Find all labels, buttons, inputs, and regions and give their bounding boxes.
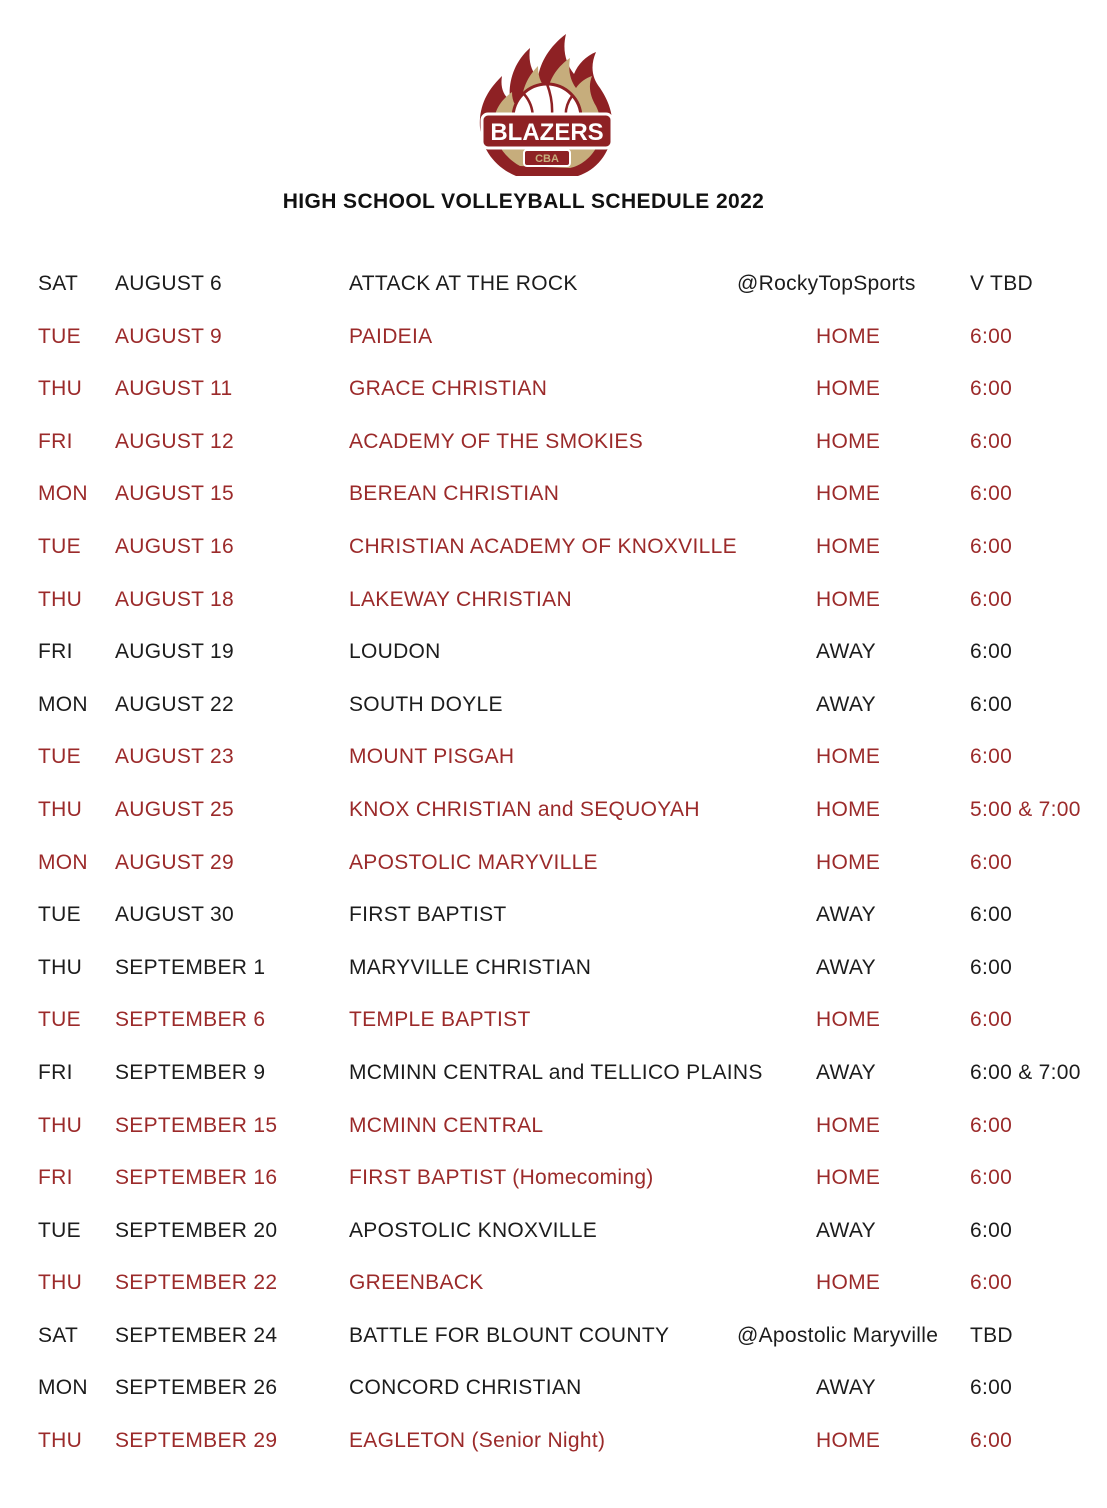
game-location: HOME — [816, 745, 881, 769]
game-opponent: ACADEMY OF THE SMOKIES — [349, 429, 644, 453]
game-date: AUGUST 19 — [115, 640, 235, 664]
game-day: FRI — [38, 429, 73, 453]
game-opponent: FIRST BAPTIST (Homecoming) — [349, 1166, 654, 1190]
game-day: TUE — [38, 534, 81, 558]
game-date: AUGUST 23 — [115, 745, 235, 769]
schedule-row — [0, 626, 1107, 679]
game-day: SAT — [38, 1323, 79, 1347]
game-day: TUE — [38, 1008, 81, 1032]
game-opponent: GRACE CHRISTIAN — [349, 377, 548, 401]
game-day: TUE — [38, 1218, 81, 1242]
game-opponent: BATTLE FOR BLOUNT COUNTY — [349, 1323, 670, 1347]
game-location: HOME — [816, 1429, 881, 1453]
game-time: 6:00 — [970, 745, 1013, 769]
game-time: 6:00 — [970, 903, 1013, 927]
game-day: THU — [38, 377, 83, 401]
schedule-row — [0, 416, 1107, 469]
game-date: SEPTEMBER 15 — [115, 1113, 278, 1137]
game-date: AUGUST 30 — [115, 903, 235, 927]
game-date: AUGUST 16 — [115, 534, 235, 558]
game-location: AWAY — [816, 1218, 876, 1242]
game-time: 5:00 & 7:00 — [970, 797, 1081, 821]
game-opponent: MOUNT PISGAH — [349, 745, 515, 769]
game-time: 6:00 — [970, 955, 1013, 979]
game-time: 6:00 — [970, 587, 1013, 611]
game-date: AUGUST 9 — [115, 324, 223, 348]
game-opponent: SOUTH DOYLE — [349, 692, 503, 716]
schedule-row — [0, 1100, 1107, 1153]
schedule-row — [0, 363, 1107, 416]
game-location: AWAY — [816, 955, 876, 979]
game-opponent: LOUDON — [349, 640, 441, 664]
game-opponent: EAGLETON (Senior Night) — [349, 1429, 606, 1453]
game-date: SEPTEMBER 20 — [115, 1218, 278, 1242]
flame-volleyball-icon — [474, 26, 620, 182]
game-location: HOME — [816, 1271, 881, 1295]
schedule-row — [0, 679, 1107, 732]
schedule-table — [0, 258, 1107, 1468]
game-location: AWAY — [816, 903, 876, 927]
game-location: @RockyTopSports — [737, 272, 916, 295]
game-location: HOME — [816, 324, 881, 348]
game-opponent: MCMINN CENTRAL and TELLICO PLAINS — [349, 1060, 763, 1084]
game-location: HOME — [816, 587, 881, 611]
game-opponent: KNOX CHRISTIAN and SEQUOYAH — [349, 797, 700, 821]
game-time: TBD — [970, 1323, 1013, 1347]
game-date: AUGUST 18 — [115, 587, 235, 611]
game-day: THU — [38, 955, 83, 979]
schedule-row — [0, 311, 1107, 364]
schedule-row — [0, 994, 1107, 1047]
game-day: MON — [38, 850, 88, 874]
game-day: TUE — [38, 324, 81, 348]
game-date: SEPTEMBER 9 — [115, 1060, 266, 1084]
game-date: SEPTEMBER 29 — [115, 1429, 278, 1453]
game-date: AUGUST 6 — [115, 272, 223, 295]
game-location: HOME — [816, 1166, 881, 1190]
game-location: HOME — [816, 1008, 881, 1032]
schedule-row — [0, 784, 1107, 837]
game-day: FRI — [38, 1166, 73, 1190]
schedule-row — [0, 942, 1107, 995]
game-time: 6:00 — [970, 429, 1013, 453]
game-time: 6:00 — [970, 482, 1013, 506]
logo-subtext: CBA — [535, 153, 559, 165]
game-location: HOME — [816, 534, 881, 558]
game-day: TUE — [38, 903, 81, 927]
schedule-row — [0, 889, 1107, 942]
game-day: MON — [38, 1376, 88, 1400]
game-opponent: TEMPLE BAPTIST — [349, 1008, 531, 1032]
game-date: SEPTEMBER 16 — [115, 1166, 278, 1190]
game-location: AWAY — [816, 692, 876, 716]
game-day: THU — [38, 1113, 83, 1137]
game-time: V TBD — [970, 272, 1033, 295]
game-opponent: FIRST BAPTIST — [349, 903, 507, 927]
game-time: 6:00 — [970, 1218, 1013, 1242]
game-date: SEPTEMBER 6 — [115, 1008, 266, 1032]
game-time: 6:00 & 7:00 — [970, 1060, 1081, 1084]
game-day: THU — [38, 797, 83, 821]
game-opponent: ATTACK AT THE ROCK — [349, 272, 578, 295]
game-opponent: PAIDEIA — [349, 324, 433, 348]
logo-wordmark: BLAZERS — [490, 119, 604, 146]
schedule-row — [0, 521, 1107, 574]
blazers-logo — [474, 26, 620, 182]
game-day: MON — [38, 692, 88, 716]
game-day: TUE — [38, 745, 81, 769]
game-day: SAT — [38, 272, 79, 295]
game-opponent: BEREAN CHRISTIAN — [349, 482, 560, 506]
game-location: @Apostolic Maryville — [737, 1323, 939, 1347]
schedule-title: HIGH SCHOOL VOLLEYBALL SCHEDULE 2022 — [282, 190, 765, 213]
game-day: FRI — [38, 1060, 73, 1084]
schedule-row — [0, 1415, 1107, 1468]
game-location: HOME — [816, 797, 881, 821]
game-date: SEPTEMBER 1 — [115, 955, 266, 979]
game-day: MON — [38, 482, 88, 506]
game-location: AWAY — [816, 1060, 876, 1084]
schedule-row — [0, 574, 1107, 627]
game-time: 6:00 — [970, 324, 1013, 348]
game-opponent: CHRISTIAN ACADEMY OF KNOXVILLE — [349, 534, 737, 558]
game-date: SEPTEMBER 26 — [115, 1376, 278, 1400]
game-time: 6:00 — [970, 640, 1013, 664]
game-location: HOME — [816, 850, 881, 874]
schedule-row — [0, 837, 1107, 890]
schedule-row — [0, 1257, 1107, 1310]
game-day: FRI — [38, 640, 73, 664]
schedule-row — [0, 1205, 1107, 1258]
game-time: 6:00 — [970, 377, 1013, 401]
schedule-row — [0, 1310, 1107, 1363]
game-time: 6:00 — [970, 1008, 1013, 1032]
game-location: AWAY — [816, 640, 876, 664]
game-opponent: MCMINN CENTRAL — [349, 1113, 544, 1137]
game-day: THU — [38, 587, 83, 611]
game-opponent: GREENBACK — [349, 1271, 484, 1295]
game-day: THU — [38, 1271, 83, 1295]
schedule-row — [0, 258, 1107, 311]
game-time: 6:00 — [970, 692, 1013, 716]
game-location: HOME — [816, 1113, 881, 1137]
game-time: 6:00 — [970, 1376, 1013, 1400]
game-date: AUGUST 22 — [115, 692, 235, 716]
game-day: THU — [38, 1429, 83, 1453]
game-time: 6:00 — [970, 1113, 1013, 1137]
game-opponent: LAKEWAY CHRISTIAN — [349, 587, 572, 611]
game-date: AUGUST 29 — [115, 850, 235, 874]
game-date: AUGUST 12 — [115, 429, 235, 453]
game-opponent: APOSTOLIC MARYVILLE — [349, 850, 598, 874]
game-opponent: CONCORD CHRISTIAN — [349, 1376, 582, 1400]
game-opponent: APOSTOLIC KNOXVILLE — [349, 1218, 598, 1242]
schedule-row — [0, 1362, 1107, 1415]
game-date: SEPTEMBER 22 — [115, 1271, 278, 1295]
game-time: 6:00 — [970, 850, 1013, 874]
game-location: AWAY — [816, 1376, 876, 1400]
game-date: AUGUST 11 — [115, 377, 233, 401]
schedule-row — [0, 1047, 1107, 1100]
game-time: 6:00 — [970, 1271, 1013, 1295]
game-time: 6:00 — [970, 1429, 1013, 1453]
schedule-row — [0, 1152, 1107, 1205]
game-date: SEPTEMBER 24 — [115, 1323, 278, 1347]
schedule-row — [0, 468, 1107, 521]
game-location: HOME — [816, 429, 881, 453]
game-time: 6:00 — [970, 1166, 1013, 1190]
game-location: HOME — [816, 377, 881, 401]
game-date: AUGUST 15 — [115, 482, 235, 506]
game-date: AUGUST 25 — [115, 797, 235, 821]
game-opponent: MARYVILLE CHRISTIAN — [349, 955, 592, 979]
game-location: HOME — [816, 482, 881, 506]
schedule-row — [0, 731, 1107, 784]
game-time: 6:00 — [970, 534, 1013, 558]
